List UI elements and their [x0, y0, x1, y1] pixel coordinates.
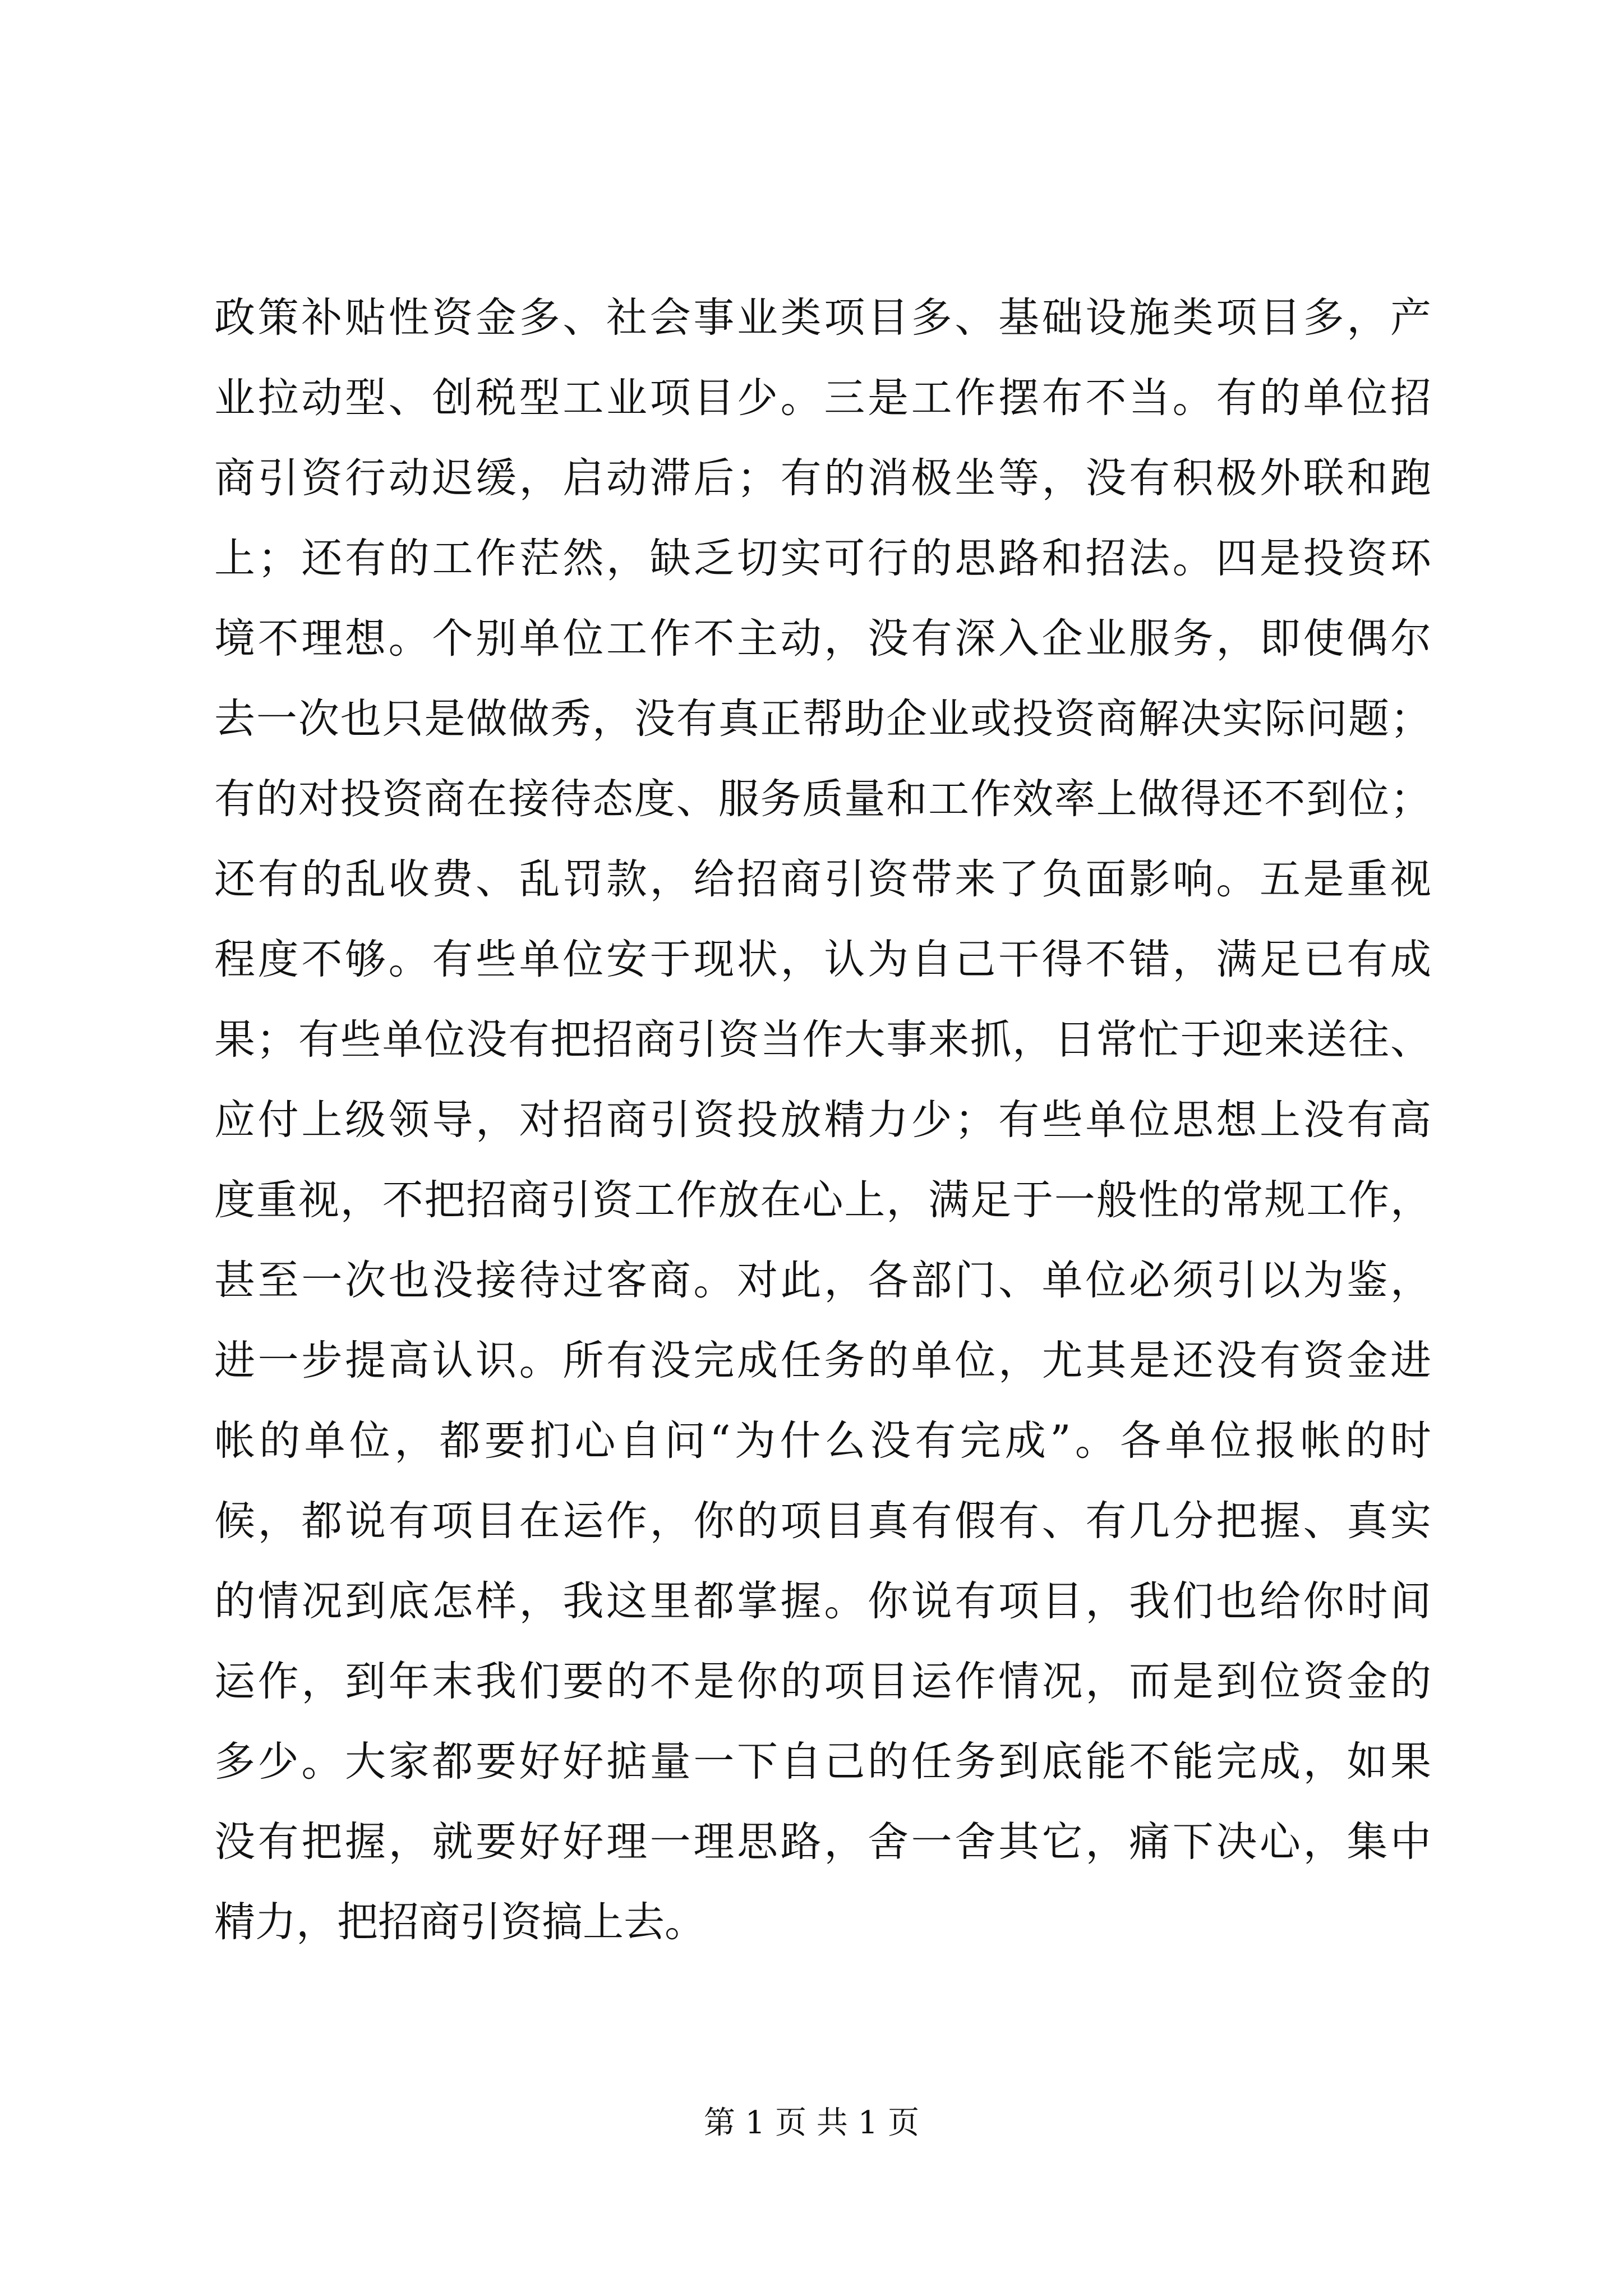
text-line: 运作，到年末我们要的不是你的项目运作情况，而是到位资金的	[214, 1658, 1431, 1705]
page-number-label: 第 1 页 共 1 页	[703, 2105, 920, 2141]
text-line: 有的对投资商在接待态度、服务质量和工作效率上做得还不到位；	[214, 775, 1431, 823]
text-line: 政策补贴性资金多、社会事业类项目多、基础设施类项目多，产	[214, 294, 1431, 342]
text-line: 程度不够。有些单位安于现状，认为自己干得不错，满足已有成	[214, 936, 1431, 983]
text-line: 业拉动型、创税型工业项目少。三是工作摆布不当。有的单位招	[214, 374, 1431, 422]
text-line: 去一次也只是做做秀，没有真正帮助企业或投资商解决实际问题；	[214, 695, 1431, 743]
text-line: 精力，把招商引资搞上去。	[214, 1898, 706, 1946]
text-line: 帐的单位，都要扪心自问“为什么没有完成”。各单位报帐的时	[214, 1417, 1431, 1465]
text-line: 上；还有的工作茫然，缺乏切实可行的思路和招法。四是投资环	[214, 535, 1431, 582]
text-line: 多少。大家都要好好掂量一下自己的任务到底能不能完成，如果	[214, 1738, 1431, 1786]
text-line: 没有把握，就要好好理一理思路，舍一舍其它，痛下决心，集中	[214, 1818, 1431, 1866]
text-line: 还有的乱收费、乱罚款，给招商引资带来了负面影响。五是重视	[214, 855, 1431, 903]
text-line: 甚至一次也没接待过客商。对此，各部门、单位必须引以为鉴，	[214, 1257, 1431, 1304]
text-line: 果；有些单位没有把招商引资当作大事来抓，日常忙于迎来送往、	[214, 1016, 1431, 1064]
text-line: 的情况到底怎样，我这里都掌握。你说有项目，我们也给你时间	[214, 1577, 1431, 1625]
text-line: 度重视，不把招商引资工作放在心上，满足于一般性的常规工作，	[214, 1176, 1431, 1224]
text-line: 境不理想。个别单位工作不主动，没有深入企业服务，即使偶尔	[214, 615, 1431, 662]
text-line: 应付上级领导，对招商引资投放精力少；有些单位思想上没有高	[214, 1096, 1431, 1144]
text-line: 候，都说有项目在运作，你的项目真有假有、有几分把握、真实	[214, 1497, 1431, 1545]
page-footer	[0, 2101, 1623, 2146]
body-text	[214, 278, 1431, 1962]
text-line: 进一步提高认识。所有没完成任务的单位，尤其是还没有资金进	[214, 1337, 1431, 1384]
text-line: 商引资行动迟缓，启动滞后；有的消极坐等，没有积极外联和跑	[214, 454, 1431, 502]
